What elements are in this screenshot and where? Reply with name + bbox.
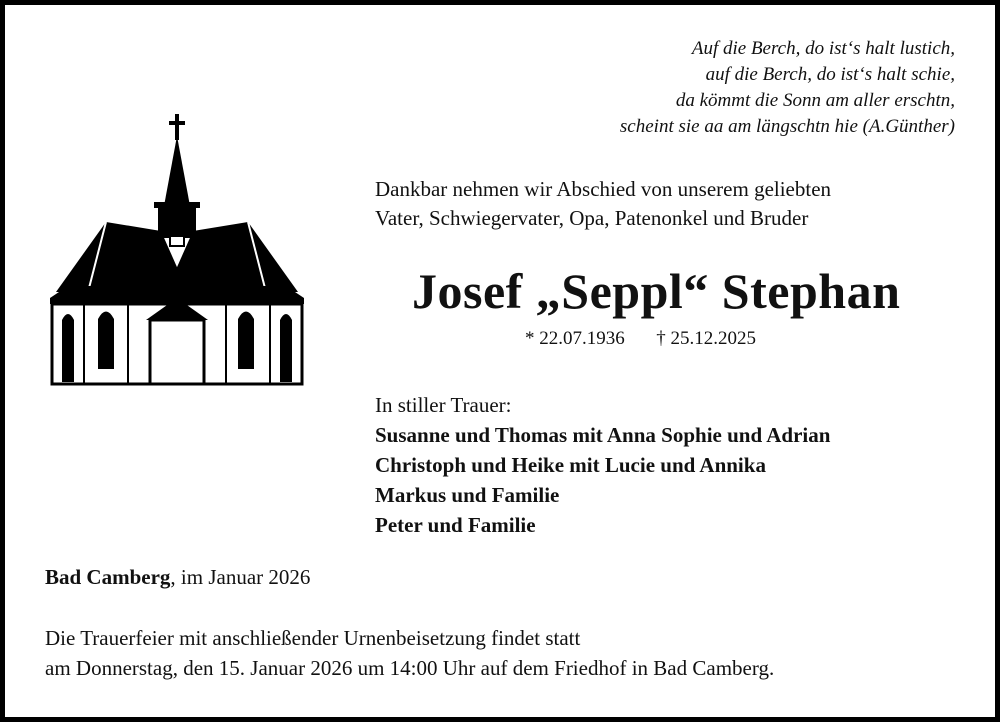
mourner-entry: Peter und Familie	[375, 513, 536, 537]
notice-line: Die Trauerfeier mit anschließender Urnenbeisetzung findet statt	[45, 626, 581, 650]
place-date	[45, 565, 310, 590]
poem-line: Auf die Berch, do ist‘s halt lustich,	[691, 38, 955, 59]
place-month: , im Januar 2026	[170, 565, 311, 589]
mourner-entry: Markus und Familie	[375, 483, 560, 507]
deceased-name: Josef „Seppl“ Stephan	[412, 263, 901, 319]
intro-line: Dankbar nehmen wir Abschied von unserem geliebten	[375, 177, 832, 201]
mourner-entry: Christoph und Heike mit Lucie und Annika	[375, 453, 766, 477]
funeral-notice	[45, 623, 774, 683]
poem-line: da kömmt die Sonn am aller erschtn,	[675, 90, 955, 111]
intro-line: Vater, Schwiegervater, Opa, Patenonkel und Bruder	[375, 206, 809, 230]
mourner-entry: Susanne und Thomas mit Anna Sophie und Adrian	[375, 423, 831, 447]
life-dates	[525, 328, 756, 350]
poem-line: auf die Berch, do ist‘s halt schie,	[705, 64, 955, 85]
poem-line: scheint sie aa am längschtn hie (A.Günther)	[619, 116, 955, 137]
death-date: † 25.12.2025	[656, 328, 756, 349]
mourners	[375, 390, 830, 540]
poem	[535, 36, 955, 140]
birth-date: * 22.07.1936	[525, 328, 625, 349]
church-icon	[48, 114, 306, 386]
mourners-heading: In stiller Trauer:	[375, 393, 512, 417]
intro-text	[375, 175, 831, 233]
place-town: Bad Camberg	[45, 565, 171, 589]
notice-line: am Donnerstag, den 15. Januar 2026 um 14:00 Uhr auf dem Friedhof in Bad Camberg.	[45, 656, 775, 680]
